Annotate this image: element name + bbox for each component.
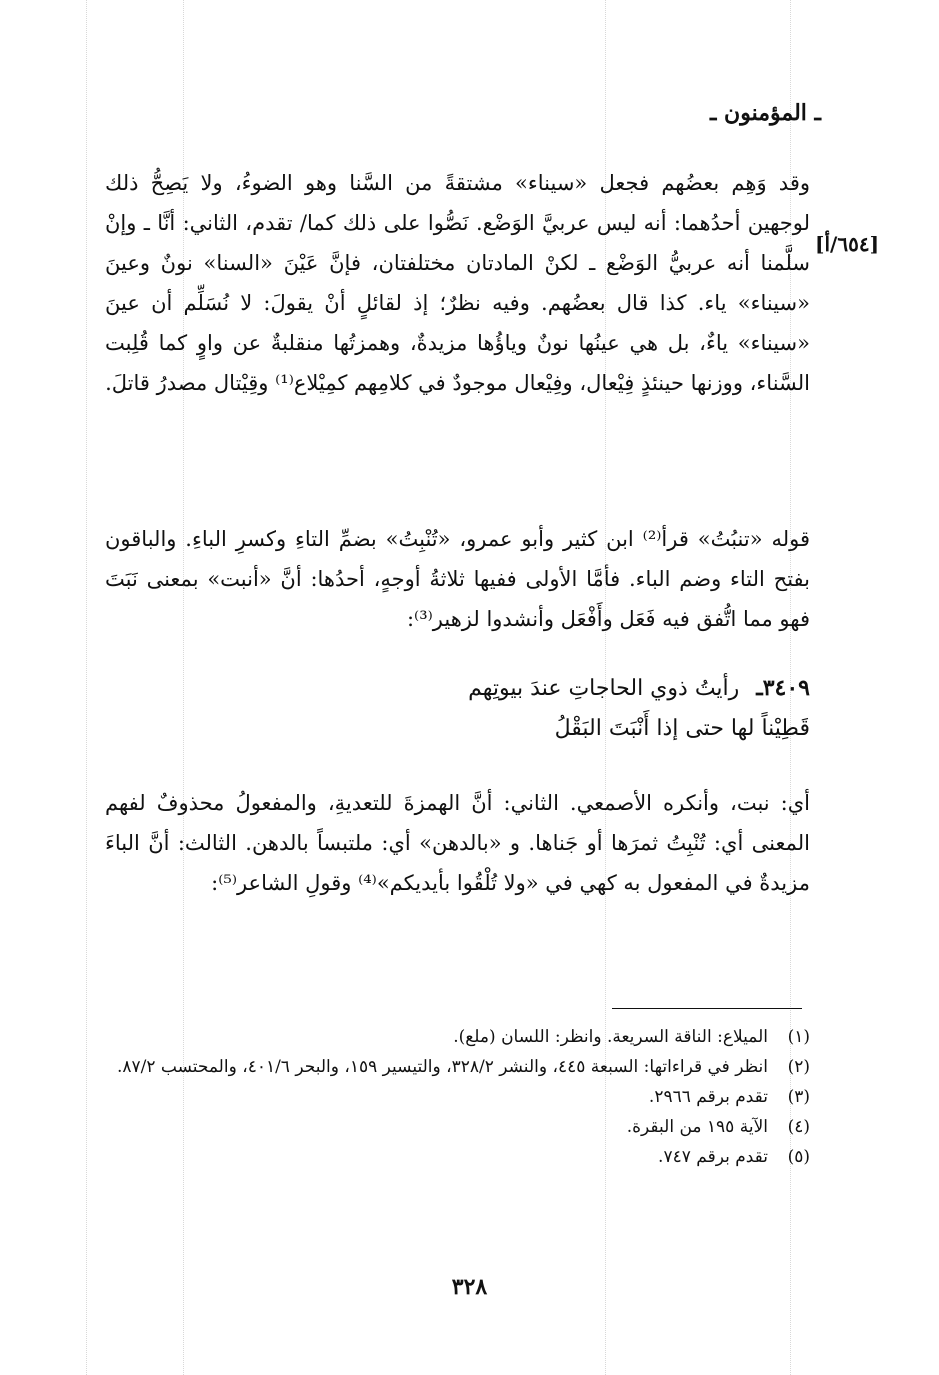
footnote-item	[105, 1052, 810, 1082]
footnote-text: الميلاع: الناقة السريعة. وانظر: اللسان (ملع).	[453, 1027, 768, 1047]
running-header: ـ المؤمنون ـ	[709, 100, 821, 126]
footnote-number: (١)	[787, 1027, 810, 1047]
page-number: ٣٢٨	[451, 1274, 488, 1300]
paragraph-3	[105, 783, 810, 903]
manuscript-folio-note: [٦٥٤/أ]	[815, 232, 880, 256]
dotted-guide-line	[86, 0, 87, 1375]
footnote-item	[105, 1022, 810, 1052]
footnote-text: الآية ١٩٥ من البقرة.	[626, 1117, 768, 1137]
footnote-text: تقدم برقم ٢٩٦٦.	[648, 1087, 768, 1107]
paragraph-text: أي: نبت، وأنكره الأصمعي. الثاني: أنَّ الهمزةَ للتعديةِ، والمفعولُ محذوفٌ لفهم المعنى أي: تُنْبِتُ ثمرَها أو جَناها. و «بالدهن» أي: ملتبساً بالدهن. الثالث: أنَّ الباءَ مزيدةٌ في المفعول به كهي في «ولا تُلْقُوا بأيديكم»⁽⁴⁾ وقولِ الشاعر⁽⁵⁾:	[105, 791, 810, 895]
footnote-divider	[612, 1008, 802, 1009]
footnote-text: انظر في قراءاتها: السبعة ٤٤٥، والنشر ٣٢٨/٢، والتيسير ١٥٩، والبحر ٤٠١/٦، والمحتسب ٨٧/٢.	[116, 1057, 768, 1077]
verse-line-2: قَطِيْناً لها حتى إذا أَنْبَتَ البَقْلُ	[554, 716, 810, 741]
footnotes	[105, 1022, 810, 1172]
paragraph-1	[105, 163, 810, 403]
paragraph-text: وقد وَهِم بعضُهم فجعل «سيناء» مشتقةً من السَّنا وهو الضوءُ، ولا يَصِحُّ ذلك لوجهين أحدُهما: أنه ليس عربيَّ الوَضْع. نَصُّوا على ذلك كما/ تقدم، الثاني: أنَّا ـ وإنْ سلَّمنا أنه عربيُّ الوَضْع ـ لكنْ المادتان مختلفتان، فإنَّ عَيْنَ «السنا» نونٌ وعينَ «سيناء» ياء. كذا قال بعضُهم. وفيه نظرٌ؛ إذ لقائلٍ أنْ يقولَ: لا نُسَلِّم أن عينَ «سيناء» ياءٌ، بل هي عينُها نونٌ وياؤُها مزيدةٌ، وهمزتُها منقلبةٌ عن واوٍ كما قُلِبت السَّناء، ووزنها حينئذٍ فِيْعال، وفِيْعال موجودٌ في كلامِهم كمِيْلاع⁽¹⁾ وقِيْتال مصدرُ قاتلَ.	[105, 171, 810, 395]
poetry-verse	[105, 668, 810, 749]
footnote-number: (٥)	[787, 1147, 810, 1167]
verse-number: ٣٤٠٩ـ	[756, 675, 810, 701]
footnote-number: (٣)	[787, 1087, 810, 1107]
paragraph-text: قوله «تنبُتُ» قرأ⁽²⁾ ابن كثير وأبو عمرو، «تُنْبِتُ» بضمِّ التاءِ وكسرِ الباءِ. والباقون بفتح التاء وضم الباء. فأمَّا الأولى ففيها ثلاثةُ أوجهٍ، أحدُها: أنَّ «أنبت» بمعنى نَبَتَ فهو مما اتُّفق فيه فَعَل وأَفْعَل وأنشدوا لزهير⁽³⁾:	[105, 527, 810, 631]
footnote-item	[105, 1112, 810, 1142]
verse-line-1: رأيتُ ذوي الحاجاتِ عندَ بيوتِهم	[468, 676, 740, 701]
footnote-item	[105, 1082, 810, 1112]
footnote-text: تقدم برقم ٧٤٧.	[658, 1147, 768, 1167]
footnote-item	[105, 1142, 810, 1172]
footnote-number: (٢)	[787, 1057, 810, 1077]
footnote-number: (٤)	[787, 1117, 810, 1137]
paragraph-2	[105, 519, 810, 639]
